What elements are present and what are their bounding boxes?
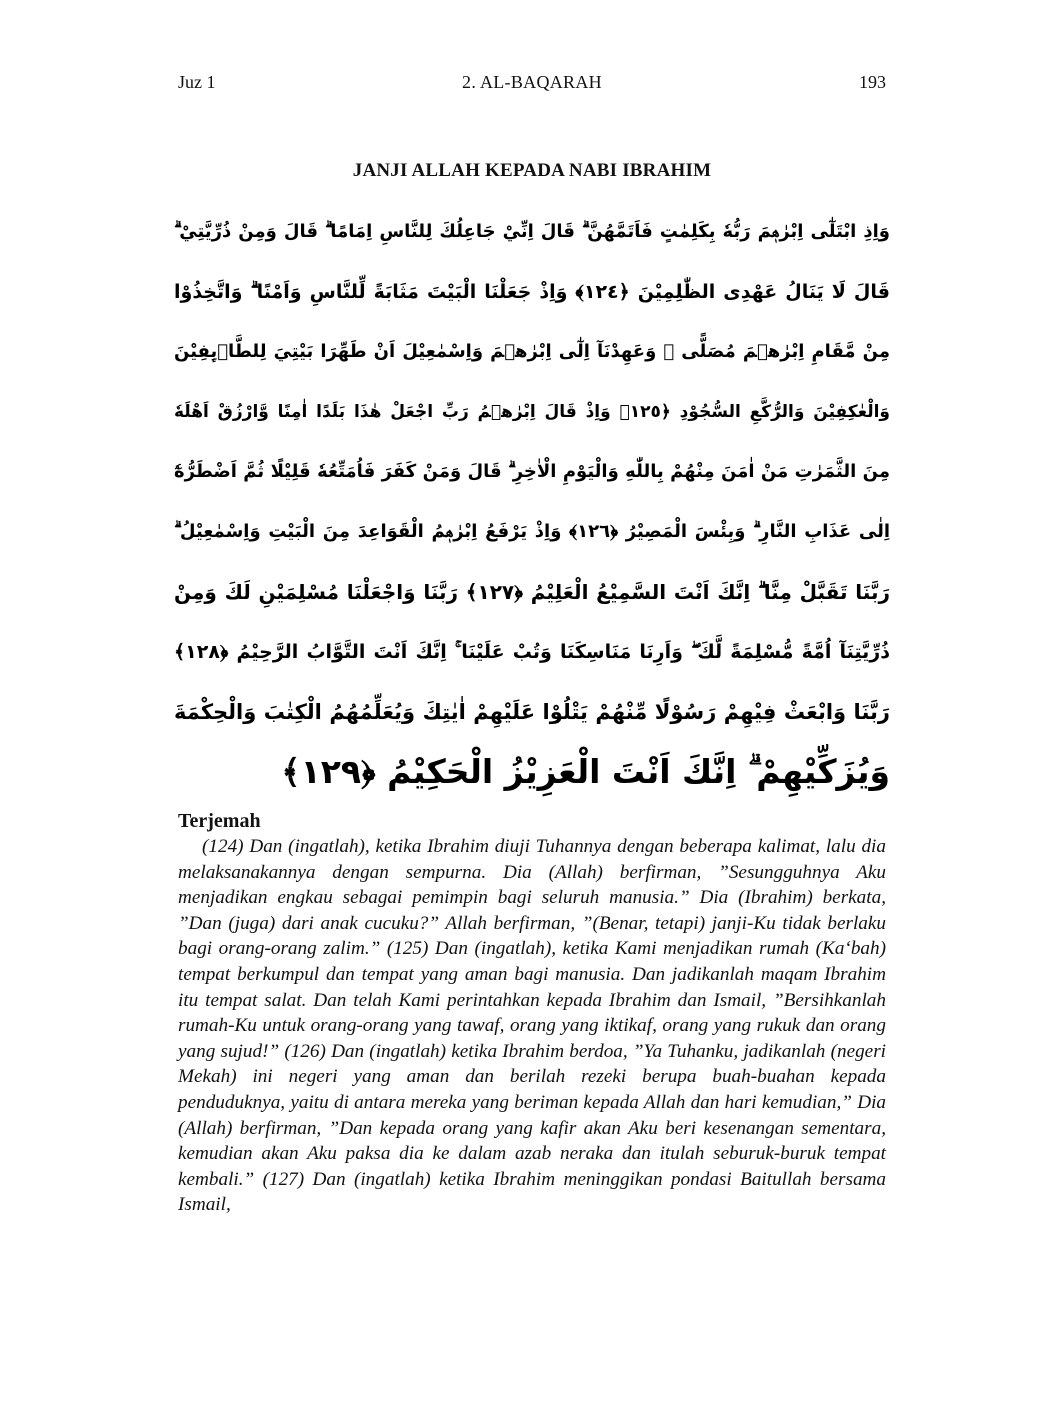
arabic-line: وَالْعٰكِفِيْنَ وَالرُّكَّعِ السُّجُوْدِ ﴿١٢٥﴾ وَاِذْ قَالَ اِبْرٰهٖمُ رَبِّ اجْعَلْ هٰذَا بَلَدًا اٰمِنًا وَّارْزُقْ اَهْلَهٗ [174, 402, 890, 422]
arabic-line: رَبَّنَا تَقَبَّلْ مِنَّا ۗ اِنَّكَ اَنْتَ السَّمِيْعُ الْعَلِيْمُ ﴿١٢٧﴾ رَبَّنَا وَاجْعَلْنَا مُسْلِمَيْنِ لَكَ وَمِنْ [174, 580, 890, 604]
translation-heading: Terjemah [178, 810, 261, 832]
surah-title: 2. AL-BAQARAH [462, 72, 602, 92]
translation-text [178, 834, 886, 1218]
arabic-line: مِنَ الثَّمَرٰتِ مَنْ اٰمَنَ مِنْهُمْ بِاللّٰهِ وَالْيَوْمِ الْاٰخِرِ ۗ قَالَ وَمَنْ كَفَرَ فَاُمَتِّعُهٗ قَلِيْلًا ثُمَّ اَضْطَرُّهٗٓ [174, 461, 890, 482]
running-header [178, 72, 886, 100]
arabic-line: اِلٰى عَذَابِ النَّارِ ۗ وَبِئْسَ الْمَصِيْرُ ﴿١٢٦﴾ وَاِذْ يَرْفَعُ اِبْرٰهٖمُ الْقَوَاعِدَ مِنَ الْبَيْتِ وَاِسْمٰعِيْلُ ۗ [174, 521, 890, 542]
arabic-line: وَاِذِ ابْتَلٰٓى اِبْرٰهٖمَ رَبُّهٗ بِكَلِمٰتٍ فَاَتَمَّهُنَّ ۗ قَالَ اِنِّيْ جَاعِلُكَ لِلنَّاسِ اِمَامًا ۗ قَالَ وَمِنْ ذُرِّيَّتِيْ ۗ [174, 221, 890, 242]
translation-body: (124) Dan (ingatlah), ketika Ibrahim diuji Tuhannya dengan beberapa kalimat, lalu dia melaksanakannya dengan sempurna. Dia (Allah) berfirman, ”Sesungguhnya Aku menjadikan engkau sebagai pemimpin bagi seluruh manusia.” Dia (Ibrahim) berkata, ”Dan (juga) dari anak cucuku?” Allah berfirman, ”(Benar, tetapi) janji-Ku tidak berlaku bagi orang-orang zalim.” (125) Dan (ingatlah), ketika Kami menjadikan rumah (Ka‘bah) tempat berkumpul dan tempat yang aman bagi manusia. Dan jadikanlah maqam Ibrahim itu tempat salat. Dan telah Kami perintahkan kepada Ibrahim dan Ismail, ”Bersihkanlah rumah-Ku untuk orang-orang yang tawaf, orang yang iktikaf, orang yang rukuk dan orang yang sujud!” (126) Dan (ingatlah) ketika Ibrahim berdoa, ”Ya Tuhanku, jadikanlah (negeri Mekah) ini negeri yang aman dan berilah rezeki berupa buah-buahan kepada penduduknya, yaitu di antara mereka yang beriman kepada Allah dan hari kemudian,” Dia (Allah) berfirman, ”Dan kepada orang yang kafir akan Aku beri kesenangan sementara, kemudian akan Aku paksa dia ke dalam azab neraka dan itulah seburuk-buruk tempat kembali.” (127) Dan (ingatlah) ketika Ibrahim meninggikan pondasi Baitullah bersama Ismail, [178, 836, 886, 1216]
arabic-line: ذُرِّيَّتِنَآ اُمَّةً مُّسْلِمَةً لَّكَ ۖ وَاَرِنَا مَنَاسِكَنَا وَتُبْ عَلَيْنَا ۚ اِنَّكَ اَنْتَ التَّوَّابُ الرَّحِيْمُ ﴿١٢٨﴾ [174, 641, 890, 663]
arabic-line: قَالَ لَا يَنَالُ عَهْدِى الظّٰلِمِيْنَ ﴿١٢٤﴾ وَاِذْ جَعَلْنَا الْبَيْتَ مَثَابَةً لِّلنَّاسِ وَاَمْنًا ۗ وَاتَّخِذُوْا [174, 281, 890, 303]
arabic-line: مِنْ مَّقَامِ اِبْرٰهٖمَ مُصَلًّى ۗ وَعَهِدْنَآ اِلٰٓى اِبْرٰهٖمَ وَاِسْمٰعِيْلَ اَنْ طَهِّرَا بَيْتِيَ لِلطَّاۤىِٕفِيْنَ [174, 341, 890, 362]
arabic-verses [174, 202, 890, 802]
page-number: 193 [859, 72, 886, 92]
juz-label: Juz 1 [178, 72, 216, 92]
section-title: JANJI ALLAH KEPADA NABI IBRAHIM [352, 160, 712, 181]
arabic-line: وَيُزَكِّيْهِمْ ۗ اِنَّكَ اَنْتَ الْعَزِيْزُ الْحَكِيْمُ ﴿١٢٩﴾ [281, 752, 890, 791]
arabic-line: رَبَّنَا وَابْعَثْ فِيْهِمْ رَسُوْلًا مِّنْهُمْ يَتْلُوْا عَلَيْهِمْ اٰيٰتِكَ وَيُعَلِّمُهُمُ الْكِتٰبَ وَالْحِكْمَةَ [174, 700, 890, 724]
